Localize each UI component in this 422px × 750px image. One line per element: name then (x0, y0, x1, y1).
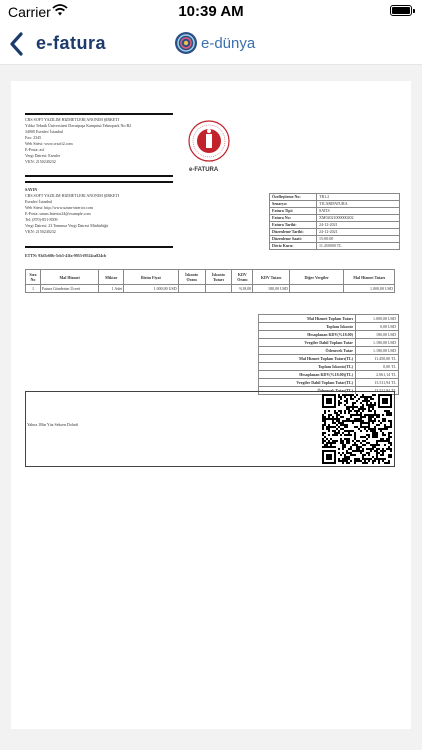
brand-logo (174, 29, 255, 57)
buyer-name: CRS SOFT YAZILIM HIZMETLERI ANONIM ŞIRKETI (25, 193, 120, 198)
totals-value: 1.000,00 USD (356, 315, 399, 323)
carrier-label: Carrier (8, 4, 51, 20)
meta-row (270, 243, 400, 250)
meta-value: 24-12-2021 (317, 222, 400, 229)
items-header-cell: İskonto Oranı (178, 270, 205, 285)
items-header-cell: İskonto Tutarı (205, 270, 232, 285)
seller-email: E-Posta: asf (25, 147, 45, 152)
buyer-bottom-rule (25, 246, 173, 248)
brand-name: e-dünya (201, 34, 256, 52)
meta-key: Düzenleme Saati: (270, 236, 317, 243)
item-cell (289, 285, 343, 293)
totals-key: Vergiler Dahil Toplam Tutar(TL) (259, 379, 356, 387)
ettn-label: ETTN: 93d3c60b-5cb3-41fa-9953-f9524ca824cb (25, 253, 107, 258)
item-cell (205, 285, 232, 293)
item-cell: 180,00 USD (253, 285, 290, 293)
meta-row (270, 229, 400, 236)
buyer-web: Web Sitesi: http://www.uzum-interior.com (25, 205, 93, 210)
seller-address: Yıldız Teknik Üniversitesi Davutpaşa Kampüsü Teknopark No:B2 (25, 123, 132, 128)
items-header-cell: Mal Hizmet Tutarı (344, 270, 395, 285)
meta-value: TR1.2 (317, 194, 400, 201)
totals-value: 0,00 USD (356, 323, 399, 331)
seller-bottom-rule (25, 175, 173, 177)
totals-key: Mal Hizmet Toplam Tutarı (259, 315, 356, 323)
items-header-cell: KDV Oranı (232, 270, 253, 285)
items-header-cell: Mal Hizmet (40, 270, 98, 285)
seller-web: Web Sitesi: www.crsoft2.com (25, 141, 73, 146)
item-cell: 1 Adet (99, 285, 124, 293)
totals-row (259, 323, 399, 331)
meta-key: Düzenleme Tarihi: (270, 229, 317, 236)
page-title: e-fatura (36, 33, 107, 53)
meta-row (270, 201, 400, 208)
navigation-bar (0, 26, 422, 65)
totals-key: Ödenecek Tutar(TL) (259, 387, 356, 395)
items-header-cell: KDV Tutarı (253, 270, 290, 285)
buyer-tax-office: Vergi Dairesi: 23 Temmuz Vergi Dairesi Müdürlüğü (25, 223, 109, 228)
clock: 10:39 AM (178, 3, 244, 20)
buyer-tel: Tel: (870)-851-8509 (25, 217, 58, 222)
amount-in-words: Yalnız 1Bin Yüz Seksen Dolar# (27, 422, 78, 427)
e-fatura-caption: e-FATURA (189, 167, 219, 173)
buyer-top-rule (25, 181, 173, 183)
totals-row (259, 315, 399, 323)
buyer-city: Esenler/ İstanbul (25, 199, 52, 204)
invoice-viewer[interactable] (0, 65, 422, 750)
gib-seal-icon (187, 119, 231, 165)
seller-tax-office: Vergi Dairesi: Esenler (25, 153, 61, 158)
seller-info (25, 117, 185, 165)
item-cell (178, 285, 205, 293)
totals-key: Toplam İskonto(TL) (259, 363, 356, 371)
status-bar (0, 0, 422, 24)
meta-value: 15:00:00 (317, 236, 400, 243)
meta-key: Fatura No: (270, 215, 317, 222)
buyer-vkn: VKN: 2150240232 (25, 229, 56, 234)
items-header-cell: Sıra No (26, 270, 41, 285)
meta-key: Fatura Tipi: (270, 208, 317, 215)
totals-value: 11.450,00 TL (356, 355, 399, 363)
items-header-row (26, 270, 395, 285)
buyer-heading: SAYIN (25, 187, 38, 192)
items-header-cell: Birim Fiyat (124, 270, 178, 285)
meta-value: 24-12-2021 (317, 229, 400, 236)
meta-row (270, 215, 400, 222)
totals-value: 2.061,14 TL (356, 371, 399, 379)
item-cell: 1.000,00 USD (124, 285, 178, 293)
totals-key: Hesaplanan KDV(%18.00) (259, 331, 356, 339)
qr-code-icon (322, 394, 392, 464)
item-cell: %18,00 (232, 285, 253, 293)
totals-key: Toplam İskonto (259, 323, 356, 331)
meta-key: Döviz Kuru: (270, 243, 317, 250)
totals-row (259, 363, 399, 371)
item-cell: 1 (26, 285, 41, 293)
totals-value: 180,00 USD (356, 331, 399, 339)
buyer-email: E-Posta: uzum.Interior24@example.com (25, 211, 91, 216)
item-cell: 1.000,00 USD (344, 285, 395, 293)
meta-value: 11.450000 TL (317, 243, 400, 250)
battery-icon (390, 5, 412, 16)
totals-value: 13.511,94 TL (356, 379, 399, 387)
totals-key: Mal Hizmet Toplam Tutarı(TL) (259, 355, 356, 363)
seller-fax: Fax: 2345 (25, 135, 42, 140)
invoice-totals-table (258, 314, 399, 395)
meta-row (270, 194, 400, 201)
totals-value: 1.180,00 USD (356, 339, 399, 347)
invoice-document (11, 81, 411, 729)
totals-key: Vergiler Dahil Toplam Tutar (259, 339, 356, 347)
seller-top-rule (25, 113, 173, 115)
meta-row (270, 208, 400, 215)
totals-row (259, 339, 399, 347)
globe-logo-icon (174, 31, 198, 55)
totals-row (259, 331, 399, 339)
invoice-items-table (25, 269, 395, 293)
items-header-cell: Diğer Vergiler (289, 270, 343, 285)
meta-key: Özelleştirme No: (270, 194, 317, 201)
meta-value: SATIS (317, 208, 400, 215)
meta-value: XM02021000000202 (317, 215, 400, 222)
totals-value: 0,00 TL (356, 363, 399, 371)
totals-row (259, 355, 399, 363)
meta-key: Senaryo: (270, 201, 317, 208)
seller-postal: 34000 Esenler/ İstanbul (25, 129, 63, 134)
totals-value: 13.511,94 TL (356, 387, 399, 395)
totals-key: Hesaplanan KDV(%18.00)(TL) (259, 371, 356, 379)
items-header-cell: Miktar (99, 270, 124, 285)
totals-row (259, 371, 399, 379)
totals-key: Ödenecek Tutar (259, 347, 356, 355)
seller-name: CRS SOFT YAZILIM HIZMETLERI ANONIM ŞIRKETI (25, 117, 120, 122)
table-row (26, 285, 395, 293)
item-cell: Fatura Gönderim Ücreti (40, 285, 98, 293)
seller-vkn: VKN: 2150240232 (25, 159, 56, 164)
meta-row (270, 236, 400, 243)
meta-row (270, 222, 400, 229)
meta-value: TICARIFATURA (317, 201, 400, 208)
totals-value: 1.180,00 USD (356, 347, 399, 355)
buyer-info (25, 187, 185, 235)
totals-row (259, 347, 399, 355)
invoice-meta-table (269, 193, 400, 250)
totals-row (259, 379, 399, 387)
back-chevron-icon[interactable] (6, 30, 28, 58)
meta-key: Fatura Tarihi: (270, 222, 317, 229)
